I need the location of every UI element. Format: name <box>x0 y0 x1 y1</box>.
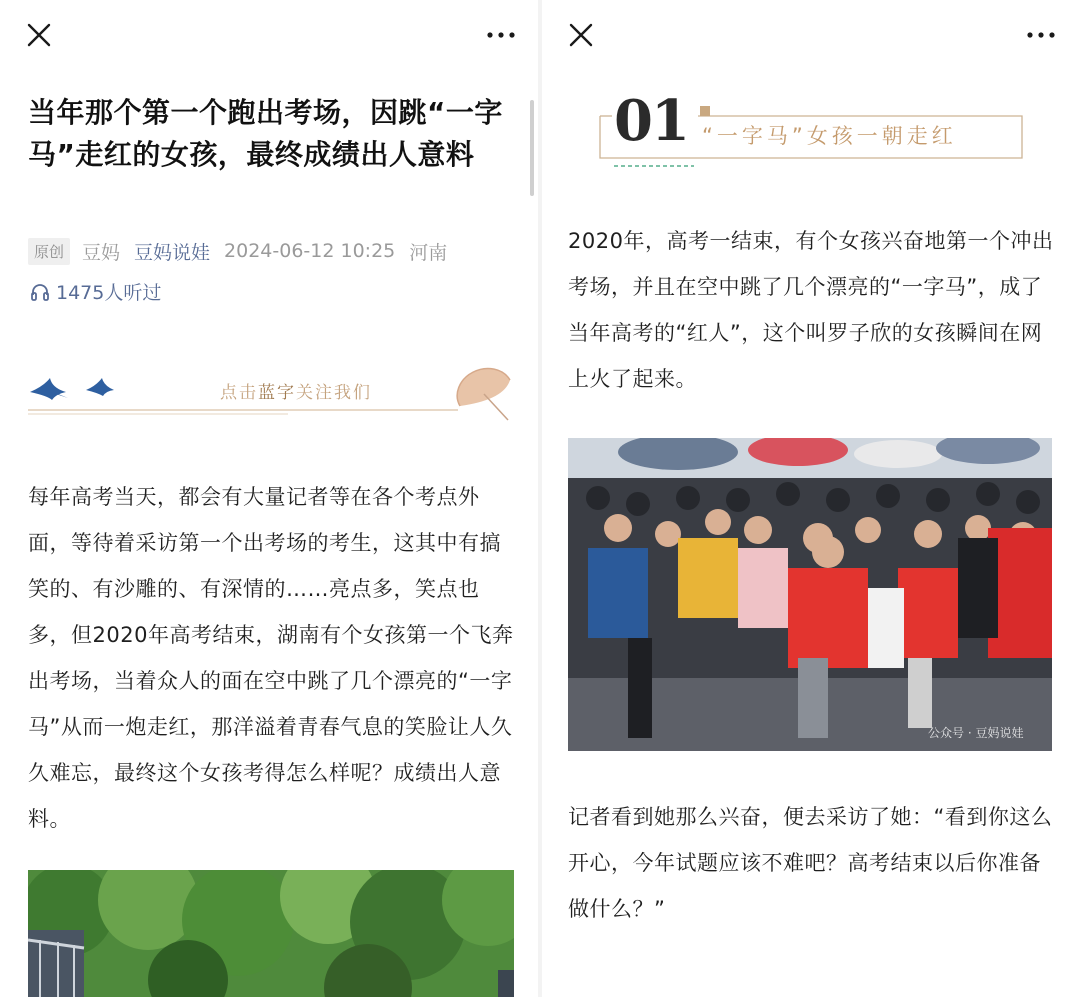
scrollbar-thumb[interactable] <box>530 100 534 196</box>
listen-count[interactable] <box>30 278 161 305</box>
more-icon[interactable] <box>486 30 516 40</box>
follow-prefix: 点击 <box>220 383 258 403</box>
trees-photo <box>28 870 514 997</box>
follow-text[interactable] <box>220 378 372 403</box>
headphones-icon <box>30 282 50 302</box>
publish-datetime: 2024-06-12 10:25 <box>224 240 396 262</box>
close-icon[interactable] <box>26 22 52 48</box>
follow-highlight: 蓝字 <box>258 383 296 403</box>
image-watermark: 公众号 · 豆妈说娃 <box>928 726 1024 740</box>
close-icon[interactable] <box>568 22 594 48</box>
swallow-icon <box>30 378 68 400</box>
author-name: 豆妈 <box>82 241 121 264</box>
more-icon[interactable] <box>1026 30 1056 40</box>
crowd-photo <box>568 438 1052 751</box>
account-link[interactable]: 豆妈说娃 <box>134 241 211 264</box>
story-paragraph-1: 2020年，高考一结束，有个女孩兴奋地第一个冲出考场，并且在空中跳了几个漂亮的“一字马”，成了当年高考的“红人”，这个叫罗子欣的女孩瞬间在网上火了起来。 <box>568 229 1054 391</box>
follow-suffix: 关注我们 <box>296 383 372 403</box>
intro-paragraph: 每年高考当天，都会有大量记者等在各个考点外面，等待着采访第一个出考场的考生，这其中有搞笑的、有沙雕的、有深情的……亮点多，笑点也多，但2020年高考结束，湖南有个女孩第一个飞奔出考场，当着众人的面在空中跳了几个漂亮的“一字马”从而一炮走红，那洋溢着青春气息的笑脸让人久久难忘，最终这个女孩考得怎么样呢？成绩出人意料。 <box>28 485 514 831</box>
follow-banner[interactable] <box>28 364 516 424</box>
top-bar <box>0 0 538 68</box>
article-title: 当年那个第一个跑出考场，因跳“一字马”走红的女孩，最终成绩出人意料 <box>28 96 503 171</box>
umbrella-icon <box>457 369 510 420</box>
article-meta <box>28 236 447 266</box>
story-paragraph-2: 记者看到她那么兴奋，便去采访了她：“看到你这么开心，今年试题应该不难吧？高考结束以后你准备做什么？” <box>568 805 1053 921</box>
original-badge: 原创 <box>28 238 70 265</box>
section-number: 01 <box>614 88 688 154</box>
section-title: “一字马”女孩一朝走红 <box>702 124 957 148</box>
publish-location: 河南 <box>409 241 448 264</box>
swallow-icon <box>86 378 114 396</box>
listen-count-text: 1475人听过 <box>56 282 162 304</box>
left-article-panel <box>0 0 538 997</box>
section-header <box>598 86 1024 170</box>
top-bar <box>542 0 1080 68</box>
